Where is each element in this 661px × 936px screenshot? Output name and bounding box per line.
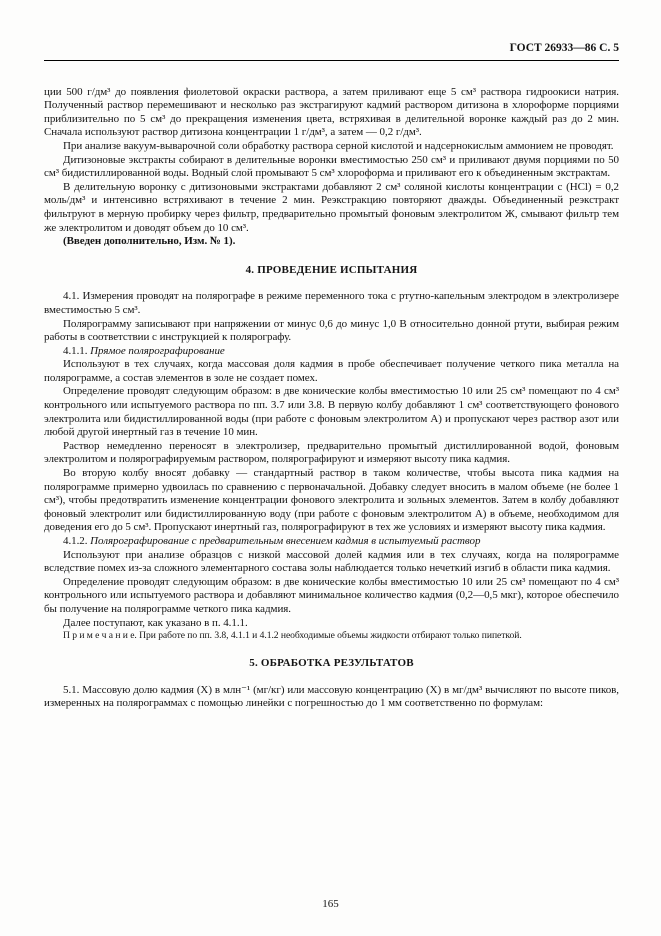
paragraph: Далее поступают, как указано в п. 4.1.1. (63, 616, 248, 629)
subsection-heading-4-1-1 (44, 345, 619, 359)
document-header-label: ГОСТ 26933—86 С. 5 (509, 42, 619, 54)
header-rule (44, 60, 619, 61)
subsection-number: 4.1.1. (63, 344, 88, 357)
page-number: 165 (322, 898, 339, 911)
paragraph: В делительную воронку с дитизоновыми экстрактами добавляют 2 см³ соляной кислоты концентрации с (НСl) = 0,2 моль/дм³ и интенсивно встряхивают в течение 2 мин. Реэкстракцию повторяют дважды. Объединенный реэкстракт фильтруют в мерную пробирку через фильтр, предварительно промытый фоновым электролитом Ж, смывают фильтр тем же электролитом и доводят объем до 10 см³. (44, 180, 619, 234)
paragraph: Полярограмму записывают при напряжении от минус 0,6 до минус 1,0 В относительно донной ртути, выбирая режим работы в соответствии с инструкцией к полярографу. (44, 317, 619, 344)
paragraph-continuation: ции 500 г/дм³ до появления фиолетовой окраски раствора, а затем приливают еще 5 см³ раствора гидроокиси натрия. Полученный раствор перемешивают и несколько раз экстрагируют кадмий раствором дитизона в хлороформе порциями приблизительно по 5 см³ до прекращения изменения цвета, встряхивая в делительной воронке каждый раз до 2 мин. Сначала используют раствор дитизона концентрации 1 г/дм³, а затем — 0,2 г/дм³. (44, 85, 619, 139)
paragraph: Определение проводят следующим образом: в две конические колбы вместимостью 10 или 25 см³ помещают по 4 см³ контрольного или испытуемого раствора по пп. 3.7 или 3.8. В первую колбу добавляют 1 см³ соответствующего фонового электролита или бидистиллированной воды (при работе с фоновым электролитом А) и пропускают через раствор азот или любой другой инертный газ в течение 10 мин. (44, 385, 619, 439)
paragraph: Дитизоновые экстракты собирают в делительные воронки вместимостью 250 см³ и приливают двумя порциями по 50 см³ бидистиллированной воды. Водный слой промывают 5 см³ хлороформа и приливают его к объединенным экстрактам. (44, 153, 619, 180)
footnote: П р и м е ч а н и е. При работе по пп. 3.8, 4.1.1 и 4.1.2 необходимые объемы жидкости отбирают только пипеткой. (63, 630, 522, 642)
paragraph: Раствор немедленно переносят в электролизер, предварительно промытый дистиллированной водой, фоновым электролитом и полярографируемым раствором, полярографируют и измеряют высоту пика кадмия. (44, 439, 619, 466)
page-header (44, 42, 619, 60)
subsection-heading-4-1-2 (44, 535, 619, 549)
subsection-title: Прямое полярографирование (90, 344, 225, 357)
paragraph: Во вторую колбу вносят добавку — стандартный раствор в таком количестве, чтобы высота пика кадмия на полярограмме примерно удвоилась по сравнению с первоначальной. Добавку следует вносить в малом объеме (не более 1 см³), чтобы предотвратить изменение концентрации фонового электролита и зольных элементов. Затем в колбу добавляют фоновый электролит или бидистиллированную воду (при работе с фоновым электролитом А) в объеме, необходимом для доведения его до 5 см³. Пропускают инертный газ, полярографируют в тех же условиях и измеряют высоту пика кадмия. (44, 467, 619, 534)
amendment-note: (Введен дополнительно, Изм. № 1). (63, 235, 236, 248)
section-heading-5: 5. ОБРАБОТКА РЕЗУЛЬТАТОВ (249, 656, 414, 669)
paragraph: При анализе вакуум-выварочной соли обработку раствора серной кислотой и надсернокислым аммонием не проводят. (63, 139, 614, 152)
subsection-title: Полярографирование с предварительным внесением кадмия в испытуемый раствор (90, 535, 481, 547)
paragraph: 4.1. Измерения проводят на полярографе в режиме переменного тока с ртутно-капельным электродом в электролизере вместимостью 5 см³. (44, 290, 619, 316)
paragraph: 5.1. Массовую долю кадмия (Х) в млн⁻¹ (мг/кг) или массовую концентрацию (Х) в мг/дм³ вычисляют по высоте пиков, измеренных на полярограммах с помощью линейки с погрешностью до 1 мм соответственно по формулам: (44, 683, 619, 710)
subsection-number: 4.1.2. (63, 535, 88, 547)
paragraph: Используют при анализе образцов с низкой массовой долей кадмия или в тех случаях, когда на полярограмме вследствие помех из-за сложного элементарного состава золы наблюдается только нечеткий изгиб в области пика кадмия. (44, 548, 619, 575)
document-body (44, 86, 619, 711)
section-heading-4: 4. ПРОВЕДЕНИЕ ИСПЫТАНИЯ (245, 263, 418, 276)
paragraph: Определение проводят следующим образом: в две конические колбы вместимостью 10 или 25 см³ помещают по 4 см³ контрольного или испытуемого раствора и добавляют минимальное количество кадмия (0,2—0,5 мкг), которое обеспечило бы получение на полярограмме четкого пика кадмия. (44, 575, 619, 615)
paragraph: Используют в тех случаях, когда массовая доля кадмия в пробе обеспечивает получение четкого пика металла на полярограмме, а состав элементов в золе не создает помех. (44, 358, 619, 384)
